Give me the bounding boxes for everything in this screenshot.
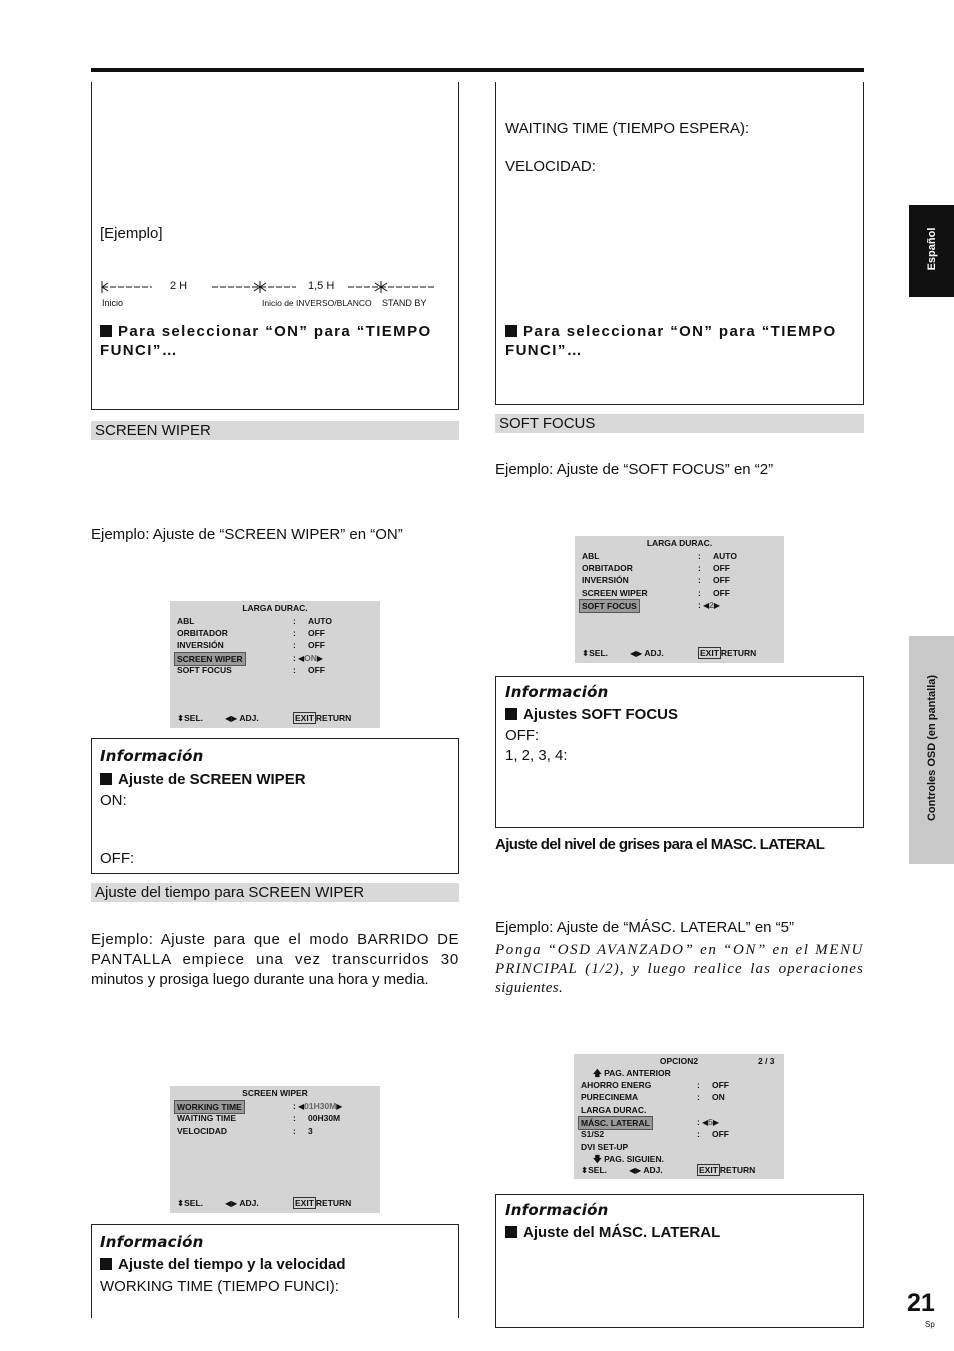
timeline-seg1: 2 H — [170, 280, 188, 292]
up-down-icon: ⬍ — [581, 1165, 589, 1175]
osd-return: RETURN — [315, 1198, 352, 1208]
up-arrow-icon: 🡅 — [593, 1068, 602, 1078]
osd-row-label: WORKING TIME — [174, 1100, 245, 1114]
osd-row: ABL : AUTO — [177, 616, 332, 626]
right-triangle-icon: ▶ — [336, 1102, 343, 1111]
info-levels: 1, 2, 3, 4: — [505, 747, 568, 764]
bullet-square-icon — [505, 708, 517, 720]
osd-sel: SEL. — [184, 1198, 204, 1208]
info-subtitle — [505, 705, 678, 724]
osd-footer — [177, 1197, 373, 1209]
side-mask-heading: Ajuste del nivel de grises para el MASC. LATERAL — [495, 836, 825, 853]
up-down-icon: ⬍ — [582, 648, 590, 658]
up-down-icon: ⬍ — [177, 713, 185, 723]
soft-focus-example: Ejemplo: Ajuste de “SOFT FOCUS” en “2” — [495, 461, 774, 478]
info-title: Información — [505, 1201, 609, 1219]
left-right-icon: ◀▶ — [225, 1199, 238, 1208]
example-label: [Ejemplo] — [100, 225, 163, 242]
bullet-square-icon — [100, 773, 112, 785]
right-top-box — [495, 82, 864, 405]
info-subtitle — [100, 770, 306, 789]
left-right-icon: ◀▶ — [225, 714, 238, 723]
osd-row: S1/S2 : OFF — [581, 1129, 729, 1139]
select-on-text-left — [100, 322, 452, 360]
osd-row-label: MÁSC. LATERAL — [578, 1116, 653, 1130]
osd-row: ABL : AUTO — [582, 551, 737, 561]
osd-footer — [581, 1164, 777, 1176]
right-triangle-icon: ▶ — [713, 601, 721, 610]
osd-prev-label: PAG. ANTERIOR — [604, 1068, 671, 1078]
osd-row-label: INVERSIÓN — [177, 640, 224, 650]
bullet-square-icon — [100, 325, 112, 337]
language-tab-label: Español — [926, 227, 938, 271]
page-suffix: Sp — [925, 1320, 935, 1329]
osd-row-label: LARGA DURAC. — [581, 1105, 647, 1115]
left-triangle-icon: ◀ — [703, 601, 710, 610]
left-triangle-icon: ◀ — [298, 1102, 305, 1111]
osd-exit: EXIT — [295, 1198, 314, 1208]
osd-adj: ADJ. — [644, 648, 664, 658]
osd-screen-wiper — [170, 601, 380, 728]
note-line: PRINCIPAL (1/2), y luego realice las operaciones — [495, 961, 864, 977]
osd-exit: EXIT — [699, 1165, 718, 1175]
bullet-square-icon — [505, 1226, 517, 1238]
osd-row-label: VELOCIDAD — [177, 1126, 228, 1136]
left-triangle-icon: ◀ — [702, 1118, 709, 1127]
osd-row-label: PURECINEMA — [581, 1092, 639, 1102]
osd-exit: EXIT — [295, 713, 314, 723]
osd-footer — [582, 647, 777, 659]
osd-row-label: AHORRO ENERG — [581, 1080, 652, 1090]
osd-row-value: OFF — [713, 563, 730, 573]
page-number: 21 — [907, 1289, 935, 1317]
osd-row: ORBITADOR : OFF — [582, 563, 730, 573]
top-rule — [91, 68, 864, 72]
osd-prev[interactable] — [581, 1067, 777, 1079]
osd-row-value: AUTO — [308, 616, 332, 626]
osd-row-label: WAITING TIME — [177, 1113, 237, 1123]
info-side-mask — [495, 1194, 864, 1328]
osd-row-selected[interactable]: SOFT FOCUS : ◀2▶ — [582, 599, 777, 611]
osd-row-label: ORBITADOR — [582, 563, 633, 573]
osd-row-label: SOFT FOCUS — [579, 599, 640, 613]
osd-exit: EXIT — [700, 648, 719, 658]
info-subtitle-text: Ajuste del tiempo y la velocidad — [118, 1256, 346, 1273]
osd-row: PURECINEMA : ON — [581, 1092, 725, 1102]
up-down-icon: ⬍ — [177, 1198, 185, 1208]
osd-row-label: SCREEN WIPER — [582, 588, 648, 598]
timeline-diagram — [100, 278, 450, 312]
info-off: OFF: — [505, 727, 540, 744]
osd-row-value: ON — [712, 1092, 725, 1102]
osd-row-value: OFF — [308, 640, 325, 650]
left-right-icon: ◀▶ — [630, 649, 643, 658]
note-line: siguientes. — [495, 980, 564, 996]
bullet-square-icon — [505, 325, 517, 337]
osd-row-value: 2 — [709, 600, 714, 610]
osd-row: ORBITADOR : OFF — [177, 628, 325, 638]
screen-wiper-example: Ejemplo: Ajuste de “SCREEN WIPER” en “ON” — [91, 526, 403, 543]
osd-row — [581, 1141, 777, 1153]
osd-title: LARGA DURAC. — [242, 603, 308, 613]
select-on-left: Para seleccionar “ON” para “TIEMPO FUNCI”… — [100, 323, 432, 359]
osd-row: AHORRO ENERG : OFF — [581, 1080, 729, 1090]
osd-row-value: OFF — [712, 1129, 729, 1139]
osd-return: RETURN — [719, 1165, 756, 1175]
select-on-right: Para seleccionar “ON” para “TIEMPO FUNCI”… — [505, 323, 837, 359]
osd-row-value: OFF — [712, 1080, 729, 1090]
down-arrow-icon: 🡇 — [593, 1154, 602, 1164]
right-triangle-icon: ▶ — [316, 654, 324, 663]
osd-row — [581, 1104, 777, 1116]
info-subtitle-text: Ajuste del MÁSC. LATERAL — [523, 1224, 721, 1241]
osd-row: WAITING TIME : 00H30M — [177, 1113, 341, 1123]
info-on: ON: — [100, 792, 127, 809]
osd-row-selected[interactable]: WORKING TIME : ◀01H30M▶ — [177, 1100, 373, 1112]
osd-return: RETURN — [720, 648, 757, 658]
osd-return: RETURN — [315, 713, 352, 723]
osd-row-value: OFF — [308, 628, 325, 638]
info-subtitle — [505, 1223, 720, 1242]
timeline-seg2: 1,5 H — [308, 280, 335, 292]
osd-wiper-time — [170, 1086, 380, 1213]
osd-row-value: AUTO — [713, 551, 737, 561]
wiper-time-example — [91, 930, 459, 990]
osd-row-value: OFF — [713, 588, 730, 598]
osd-row-label: ABL — [582, 551, 600, 561]
osd-soft-focus — [575, 536, 784, 663]
example-line: Ejemplo: Ajuste para que el modo BARRIDO DE — [91, 931, 459, 948]
select-on-text-right — [505, 322, 857, 360]
osd-row-label: ABL — [177, 616, 195, 626]
section-tab-label: Controles OSD (en pantalla) — [926, 674, 938, 822]
osd-title: LARGA DURAC. — [646, 538, 713, 548]
bullet-square-icon — [100, 1258, 112, 1270]
info-working: WORKING TIME (TIEMPO FUNCI): — [100, 1278, 339, 1295]
osd-footer — [177, 712, 373, 724]
timeline-start: Inicio — [102, 298, 124, 308]
left-right-icon: ◀▶ — [629, 1166, 642, 1175]
info-off: OFF: — [100, 850, 135, 867]
osd-row-selected[interactable]: SCREEN WIPER : ◀ON▶ — [177, 652, 373, 664]
info-screen-wiper — [91, 738, 459, 874]
info-subtitle-text: Ajuste de SCREEN WIPER — [118, 771, 306, 788]
side-mask-example: Ejemplo: Ajuste de “MÁSC. LATERAL” en “5” — [495, 919, 795, 936]
osd-row: INVERSIÓN : OFF — [582, 575, 730, 585]
osd-row-label: INVERSIÓN — [582, 575, 629, 585]
osd-row-value: 01H30M — [304, 1101, 337, 1111]
osd-title: OPCION2 — [659, 1056, 699, 1066]
osd-adj: ADJ. — [239, 713, 259, 723]
info-soft-focus — [495, 676, 864, 828]
left-top-box — [91, 82, 459, 410]
screen-wiper-heading: SCREEN WIPER — [91, 421, 459, 440]
info-subtitle — [100, 1255, 346, 1274]
osd-row: INVERSIÓN : OFF — [177, 640, 325, 650]
example-line: PANTALLA empiece una vez transcurridos 30 — [91, 951, 459, 968]
timeline-middle: Inicio de INVERSO/BLANCO — [262, 298, 372, 308]
osd-row-value: 5 — [708, 1117, 713, 1127]
info-subtitle-text: Ajustes SOFT FOCUS — [523, 706, 679, 723]
side-mask-note — [495, 941, 864, 998]
osd-row-label: SCREEN WIPER — [174, 652, 246, 666]
osd-row-value: OFF — [713, 575, 730, 585]
osd-row-label: DVI SET-UP — [581, 1142, 629, 1152]
osd-sel: SEL. — [184, 713, 204, 723]
osd-row-selected[interactable]: MÁSC. LATERAL : ◀5▶ — [581, 1116, 777, 1128]
info-title: Información — [100, 1233, 204, 1251]
osd-row-label: SOFT FOCUS — [177, 665, 232, 675]
osd-row-value: OFF — [308, 665, 325, 675]
example-line: minutos y prosiga luego durante una hora y media. — [91, 971, 429, 988]
info-title: Información — [100, 747, 204, 765]
osd-row: VELOCIDAD : 3 — [177, 1126, 313, 1136]
timeline-arrows — [100, 278, 450, 298]
right-triangle-icon: ▶ — [712, 1118, 720, 1127]
info-wiper-time — [91, 1224, 459, 1318]
osd-adj: ADJ. — [643, 1165, 663, 1175]
timeline-end: STAND BY — [382, 298, 427, 308]
osd-row-value: ON — [304, 653, 317, 663]
soft-focus-heading: SOFT FOCUS — [495, 414, 864, 433]
note-line: Ponga “OSD AVANZADO” en “ON” en el MENU — [495, 942, 864, 958]
osd-row-value: 3 — [308, 1126, 313, 1136]
osd-adj: ADJ. — [239, 1198, 259, 1208]
left-triangle-icon: ◀ — [298, 654, 305, 663]
osd-title: SCREEN WIPER — [242, 1088, 308, 1098]
waiting-time-label: WAITING TIME (TIEMPO ESPERA): — [505, 120, 750, 137]
wiper-time-heading: Ajuste del tiempo para SCREEN WIPER — [91, 883, 459, 902]
osd-next-label: PAG. SIGUIEN. — [604, 1154, 664, 1164]
osd-row: SCREEN WIPER : OFF — [582, 588, 730, 598]
osd-sel: SEL. — [589, 648, 609, 658]
osd-row-label: ORBITADOR — [177, 628, 228, 638]
osd-row-value: 00H30M — [308, 1113, 341, 1123]
osd-row: SOFT FOCUS : OFF — [177, 665, 325, 675]
speed-label: VELOCIDAD: — [505, 158, 596, 175]
osd-opcion2 — [574, 1054, 784, 1179]
osd-row-label: S1/S2 — [581, 1129, 605, 1139]
info-title: Información — [505, 683, 609, 701]
language-tab — [909, 205, 954, 297]
osd-page: 2 / 3 — [758, 1056, 775, 1066]
osd-sel: SEL. — [588, 1165, 608, 1175]
section-tab — [909, 636, 954, 864]
